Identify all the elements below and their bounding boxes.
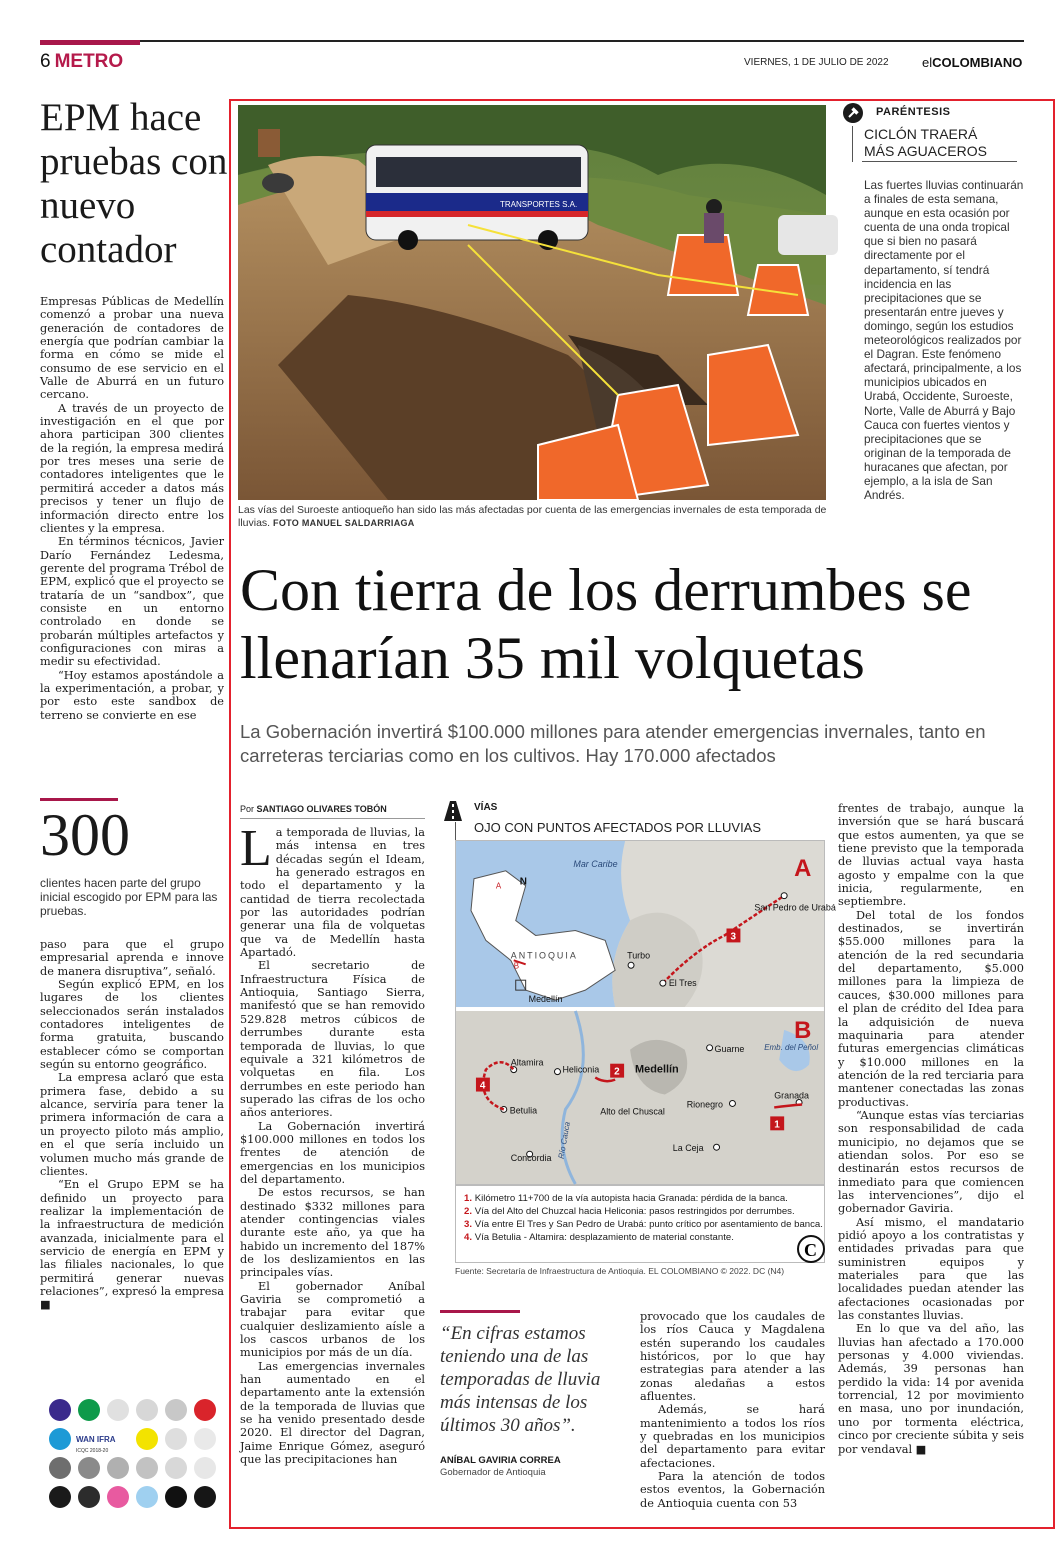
marker-2: 2 bbox=[614, 1066, 620, 1078]
stat-text: clientes hacen parte del grupo inicial escogido por EPM para las pruebas. bbox=[40, 876, 218, 918]
quote-author-role: Gobernador de Antioquia bbox=[440, 1467, 546, 1478]
region-a-label: A bbox=[794, 854, 812, 882]
label-alto-chuscal: Alto del Chuscal bbox=[600, 1106, 665, 1117]
label-rio-cauca: Río Cauca bbox=[556, 1120, 572, 1160]
byline: Por SANTIAGO OLIVARES TOBÓN bbox=[240, 804, 387, 814]
map-label: VÍAS bbox=[474, 802, 498, 813]
antioquia-map bbox=[455, 840, 836, 1185]
paragraph: “Hoy estamos apostándole a la experimentación, a probar, y por esto este sandbox de terreno se convierte en ese bbox=[40, 668, 224, 722]
map-legend bbox=[455, 1185, 825, 1263]
paragraph: provocado que los caudales de los ríos Cauca y Magdalena estén superando los caudales históricos, por lo que hay estrategias para atender a las zonas aledañas a estos afluentes. bbox=[640, 1310, 825, 1404]
main-body-column-1 bbox=[240, 820, 425, 1467]
epm-body-2 bbox=[40, 938, 224, 1312]
north-arrow-icon: N bbox=[519, 876, 527, 888]
page-number: 6 bbox=[40, 51, 51, 72]
paragraph: Del total de los fondos destinados, se invertirán $55.000 millones para la atención de la red secundaria del departamento, $5.000 millones para la limpieza de cauces, $30.000 millones para el plan de crédito del Idea para la adquisición de nueva maquinaria para atender futuras emergencias climáticas y $10.000 millones en la atención de la red terciaria para mantener conectadas las zonas productivas. bbox=[838, 908, 1024, 1109]
paragraph: El secretario de Infraestructura Física de Antioquia, Santiago Sierra, manifestó que se han removido 529.828 metros cúbicos de derrumbes durante esta temporada de lluvias, lo que equivale a 321 kilómetros de volquetas en fila. Los derrumbes en este periodo han superado las cifras de los ocho años anteriores. bbox=[240, 959, 425, 1120]
paragraph: La Gobernación invertirá $100.000 millones en todos los frentes de atención de emergencias en los municipios del departamento. bbox=[240, 1119, 425, 1186]
paragraph: En términos técnicos, Javier Darío Fernández Ledesma, gerente del programa Trébol de EPM, explicó que el proyecto se trataría de un “sandbox”, que consiste en un entorno controlado en donde se probarán múltiples artefactos y configuraciones con miras a medir su efectividad. bbox=[40, 535, 224, 669]
paragraph: El gobernador Aníbal Gaviria se comprometió a trabajar para evitar que cualquier deslizamiento aísle a los cascos urbanos de los municipios por más de un día. bbox=[240, 1279, 425, 1360]
paragraph: Así mismo, el mandatario pidió apoyo a los contratistas y entidades privadas para que suministren equipos y materiales para que las localidades puedan atender las afectaciones ocasionadas por las constantes lluvias. bbox=[838, 1215, 1024, 1323]
photo-caption: Las vías del Suroeste antioqueño han sido las más afectadas por cuenta de las emergencias invernales de esta temporada de lluvias. FOTO MANUEL SALDARRIAGA bbox=[238, 504, 827, 529]
map-title: OJO CON PUNTOS AFECTADOS POR LLUVIAS bbox=[474, 820, 762, 835]
paragraph: Para la atención de todos estos eventos, la Gobernación de Antioquia cuenta con 53 bbox=[640, 1470, 825, 1510]
legend-item: 3. Vía entre El Tres y San Pedro de Urabá: punto crítico por asentamiento de banca. bbox=[464, 1219, 823, 1230]
label-medellin-inset: Medellín bbox=[528, 994, 563, 1005]
sidebar-title: CICLÓN TRAERÁ MÁS AGUACEROS bbox=[864, 126, 987, 159]
label-heliconia: Heliconia bbox=[562, 1064, 600, 1075]
section-tab bbox=[40, 40, 140, 45]
label-antioquia: ANTIOQUIA bbox=[510, 950, 578, 961]
label-granada: Granada bbox=[774, 1090, 809, 1101]
paragraph: La temporada de lluvias, la más intensa en tres décadas según el Ideam, ha generado estragos en todo el departamento y la cantidad de tierra recolectada por las autoridades podrían generar una fila de volquetas que va de Medellín hasta Apartadó. bbox=[240, 820, 425, 960]
marker-1: 1 bbox=[774, 1119, 780, 1131]
inset-marker-b: B bbox=[513, 961, 520, 971]
paragraph: De estos recursos, se han destinado $332 millones para atender contingencias viales durante este año, ya que ha habido un incremento del 187% de los deslizamientos en las principales vías. bbox=[240, 1186, 425, 1280]
region-b-label: B bbox=[794, 1016, 812, 1044]
label-turbo: Turbo bbox=[627, 950, 651, 961]
label-guarne: Guarne bbox=[714, 1043, 745, 1054]
label-embalse: Emb. del Peñol bbox=[764, 1042, 819, 1052]
svg-text:C: C bbox=[804, 1240, 817, 1260]
main-headline: Con tierra de los derrumbes se llenarían 35 mil volquetas bbox=[240, 557, 972, 691]
pull-quote: “En cifras estamos teniendo una de las temporadas de lluvia más intensas de los últimos 30 años”. bbox=[440, 1323, 601, 1436]
header-rule bbox=[40, 40, 1024, 42]
label-concordia: Concordia bbox=[510, 1153, 552, 1164]
main-body-column-3 bbox=[838, 802, 1024, 1456]
map-source: Fuente: Secretaría de Infraestructura de Antioquia. EL COLOMBIANO © 2022. DC (N4) bbox=[455, 1266, 785, 1276]
main-body-column-2 bbox=[640, 1310, 825, 1510]
label-altamira: Altamira bbox=[510, 1057, 544, 1068]
paragraph: Las emergencias invernales han aumentado en el departamento ante la extensión de la temporada de lluvias que se ha venido presentado desde 2020. El director del Dagran, Jaime Enrique Gómez, aseguró que las precipitaciones han bbox=[240, 1359, 425, 1467]
label-mar-caribe: Mar Caribe bbox=[573, 858, 618, 869]
quote-rule bbox=[440, 1310, 520, 1313]
marker-3: 3 bbox=[730, 931, 737, 943]
stat-rule bbox=[40, 798, 118, 801]
sidebar-body: Las fuertes lluvias continuarán a finales de esta semana, aunque en esta ocasión por cuenta de una onda tropical que si bien no pasará directamente por el departamento, sí tendrá incidencia en las precipitaciones que se presentarán entre jueves y domingo, según los estudios meteorológicos realizados por el Dagran. Este fenómeno afectará, principalmente, a los municipios ubicados en Urabá, Occidente, Suroeste, Norte, Valle de Aburrá y Bajo Cauca con fuertes vientos y precipitaciones que se originan de la temporada de huracanes que afectan, por ejemplo, a la isla de San Andrés. bbox=[864, 178, 1024, 503]
sidebar-rule-vertical bbox=[852, 126, 853, 162]
marker-4: 4 bbox=[479, 1080, 486, 1092]
pin-icon bbox=[842, 102, 864, 124]
label-la-ceja: La Ceja bbox=[672, 1143, 704, 1154]
landslide-photo bbox=[238, 105, 826, 500]
label-betulia: Betulia bbox=[509, 1105, 538, 1116]
paragraph: frentes de trabajo, aunque la inversión que se hará buscará que estos aumenten, ya que se tiene previsto que la temporada de lluvias actual vaya hasta agosto y empalme con la que inicia, regularmente, en septiembre. bbox=[838, 802, 1024, 909]
sidebar-label: PARÉNTESIS bbox=[876, 106, 951, 118]
paragraph: Además, se hará mantenimiento a todos los ríos y quebradas en los municipios del departamento para evitar afectaciones. bbox=[640, 1403, 825, 1470]
section-name: METRO bbox=[54, 51, 124, 72]
epm-body-1 bbox=[40, 295, 224, 722]
byline-rule bbox=[240, 818, 425, 819]
paragraph: La empresa aclaró que esta primera fase, debido a su alcance, serviría para tener la primera información de cara a un proyecto piloto más amplio, en el que sería incluido un volumen mucho más grande de clientes. bbox=[40, 1071, 224, 1178]
wanifra-logo: WAN IFRA bbox=[76, 1435, 116, 1444]
paragraph: “Aunque estas vías terciarias son responsabilidad de cada municipio, no dejamos que se atiendan solos. Por eso se destinarán estos recursos de inmediato para que comiencen las intervenciones”, dijo el gobernador Gaviria. bbox=[838, 1108, 1024, 1216]
label-rionegro: Rionegro bbox=[686, 1099, 724, 1110]
label-san-pedro: San Pedro de Urabá bbox=[754, 902, 836, 913]
legend-item: 1. Kilómetro 11+700 de la vía autopista hacia Granada: pérdida de la banca. bbox=[464, 1193, 788, 1204]
map-rule-vertical bbox=[455, 822, 456, 840]
epm-headline: EPM hace pruebas con nuevo contador bbox=[40, 96, 228, 271]
newspaper-logo: elCOLOMBIANO bbox=[922, 55, 1023, 70]
svg-text:ICQC 2018-20: ICQC 2018-20 bbox=[76, 1448, 109, 1454]
drop-cap: L bbox=[240, 820, 272, 877]
label-medellin: Medellín bbox=[635, 1063, 679, 1076]
el-colombiano-c-icon bbox=[797, 1235, 825, 1263]
legend-item: 4. Vía Betulia - Altamira: desplazamiento de material constante. bbox=[464, 1232, 734, 1243]
paragraph: Según explicó EPM, en los lugares de los clientes seleccionados serán instalados contadores inteligentes de forma gratuita, buscando establecer cómo se comportan según su entorno geográfico. bbox=[40, 978, 224, 1072]
section-header bbox=[40, 51, 123, 73]
legend-item: 2. Vía del Alto del Chuzcal hacia Heliconia: pasos restringidos por derrumbes. bbox=[464, 1206, 795, 1217]
color-calibration-bar bbox=[46, 1396, 222, 1514]
main-deck: La Gobernación invertirá $100.000 millones para atender emergencias invernales, tanto en carreteras terciarias como en los cultivos. Hay 170.000 afectados bbox=[240, 721, 986, 766]
inset-marker-a: A bbox=[495, 881, 502, 891]
paragraph: “En el Grupo EPM se ha definido un proyecto para realizar la implementación de la infraestructura de medición avanzada, inicialmente para el servicio de energía en EPM y las filiales nacionales, lo que permitirá generar nuevas relaciones”, expresó la empresa ■ bbox=[40, 1178, 224, 1312]
paragraph: A través de un proyecto de investigación en el que por ahora participan 300 clientes de la región, la empresa medirá por tres meses una serie de contadores inteligentes que le permitirá acceder a datos más precisos y tener un flujo de información directo entre los clientes y la empresa. bbox=[40, 401, 224, 535]
issue-date: VIERNES, 1 DE JULIO DE 2022 bbox=[744, 57, 889, 68]
label-el-tres: El Tres bbox=[668, 978, 697, 989]
stat-number: 300 bbox=[40, 802, 130, 868]
photo-credit: FOTO MANUEL SALDARRIAGA bbox=[273, 518, 415, 528]
quote-author: ANÍBAL GAVIRIA CORREA bbox=[440, 1455, 561, 1466]
paragraph: Empresas Públicas de Medellín comenzó a probar una nueva generación de contadores de energía que podrían cambiar la forma en cómo se mide el consumo de ese servicio en el Valle de Aburrá en un futuro cercano. bbox=[40, 295, 224, 402]
byline-name: SANTIAGO OLIVARES TOBÓN bbox=[256, 804, 387, 814]
road-icon bbox=[440, 801, 466, 821]
sidebar-rule bbox=[862, 161, 1017, 162]
bus-lettering: TRANSPORTES S.A. bbox=[500, 200, 578, 209]
paragraph: paso para que el grupo empresarial aprenda e innove de manera disruptiva”, señaló. bbox=[40, 938, 224, 978]
paragraph: En lo que va del año, las lluvias han afectado a 170.000 personas y 4.000 viviendas. Además, 39 personas han perdido la vida: 14 por avenida torrencial, 12 por movimiento en masa, uno por inundación, uno por tormenta eléctrica, cinco por creciente súbita y seis por vendaval ■ bbox=[838, 1322, 1024, 1456]
